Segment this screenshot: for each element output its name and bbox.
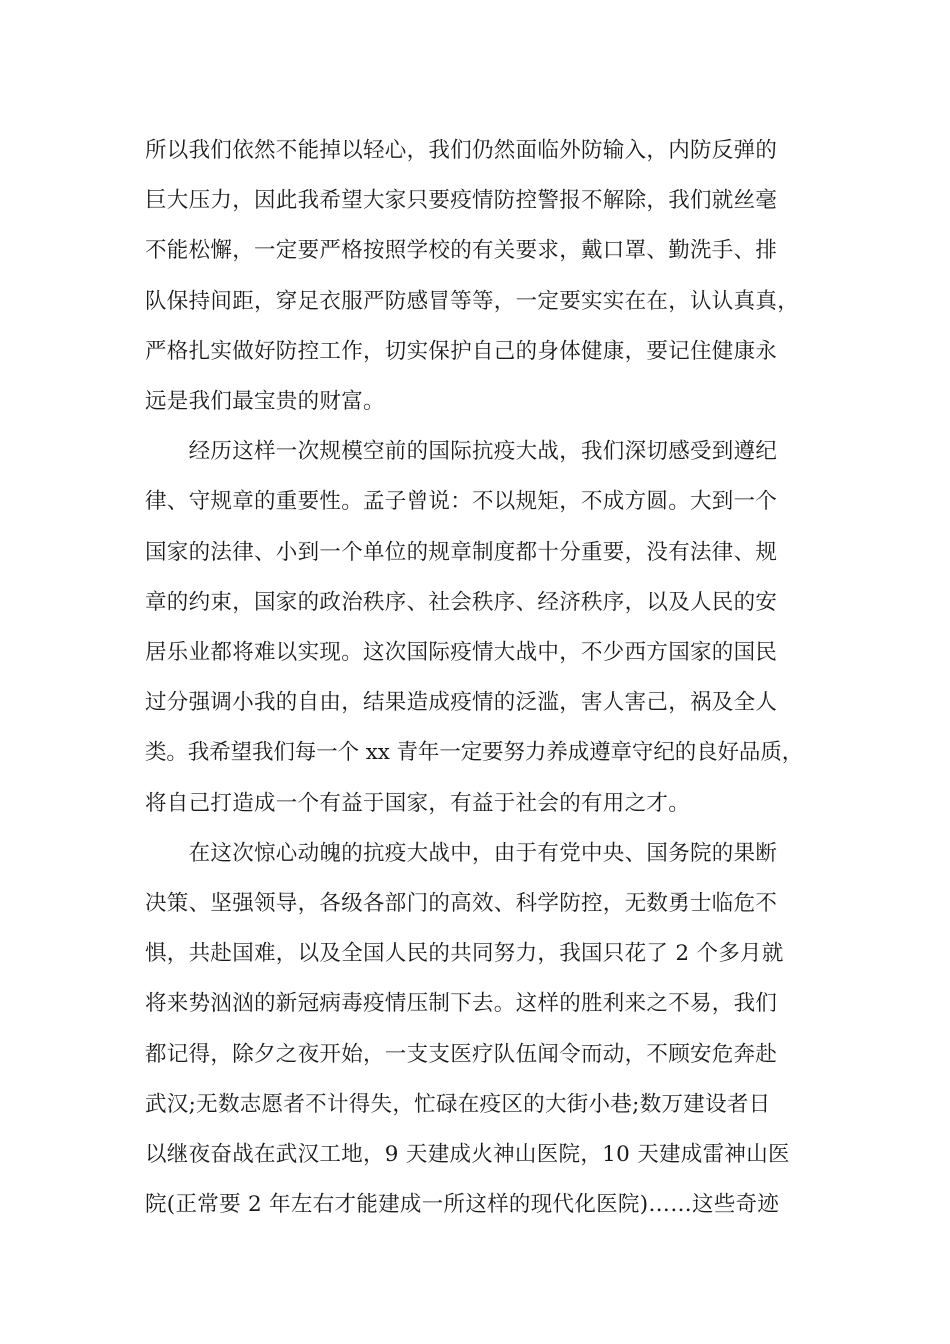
text-line: 武汉;无数志愿者不计得失，忙碌在疫区的大街小巷;数万建设者日 — [145, 1092, 771, 1117]
text-line: 远是我们最宝贵的财富。 — [145, 389, 385, 414]
text-line: 院(正常要 2 年左右才能建成一所这样的现代化医院)……这些奇迹 — [145, 1192, 780, 1217]
text-line: 不能松懈，一定要严格按照学校的有关要求，戴口罩、勤洗手、排 — [145, 238, 778, 263]
text-line: 在这次惊心动魄的抗疫大战中，由于有党中央、国务院的果断 — [145, 841, 778, 866]
text-line: 决策、坚强领导，各级各部门的高效、科学防控，无数勇士临危不 — [145, 891, 778, 916]
text-line: 将自己打造成一个有益于国家，有益于社会的有用之才。 — [145, 791, 691, 816]
text-line: 律、守规章的重要性。孟子曾说：不以规矩，不成方圆。大到一个 — [145, 489, 778, 514]
text-line: 章的约束，国家的政治秩序、社会秩序、经济秩序，以及人民的安 — [145, 590, 778, 615]
text-line: 类。我希望我们每一个 xx 青年一定要努力养成遵章守纪的良好品质， — [145, 740, 804, 765]
text-line: 所以我们依然不能掉以轻心，我们仍然面临外防输入，内防反弹的 — [145, 138, 778, 163]
text-line: 过分强调小我的自由，结果造成疫情的泛滥，害人害己，祸及全人 — [145, 690, 778, 715]
text-line: 以继夜奋战在武汉工地，9 天建成火神山医院，10 天建成雷神山医 — [145, 1142, 790, 1167]
text-line: 将来势汹汹的新冠病毒疫情压制下去。这样的胜利来之不易，我们 — [145, 991, 778, 1016]
text-line: 居乐业都将难以实现。这次国际疫情大战中，不少西方国家的国民 — [145, 640, 778, 665]
text-line: 国家的法律、小到一个单位的规章制度都十分重要，没有法律、规 — [145, 540, 778, 565]
text-line: 惧，共赴国难，以及全国人民的共同努力，我国只花了 2 个多月就 — [145, 941, 784, 966]
text-line: 队保持间距，穿足衣服严防感冒等等，一定要实实在在，认认真真， — [145, 289, 800, 314]
text-line: 经历这样一次规模空前的国际抗疫大战，我们深切感受到遵纪 — [145, 439, 778, 464]
text-line: 巨大压力，因此我希望大家只要疫情防控警报不解除，我们就丝毫 — [145, 188, 778, 213]
text-line: 都记得，除夕之夜开始，一支支医疗队伍闻令而动，不顾安危奔赴 — [145, 1042, 778, 1067]
text-line: 严格扎实做好防控工作，切实保护自己的身体健康，要记住健康永 — [145, 339, 778, 364]
